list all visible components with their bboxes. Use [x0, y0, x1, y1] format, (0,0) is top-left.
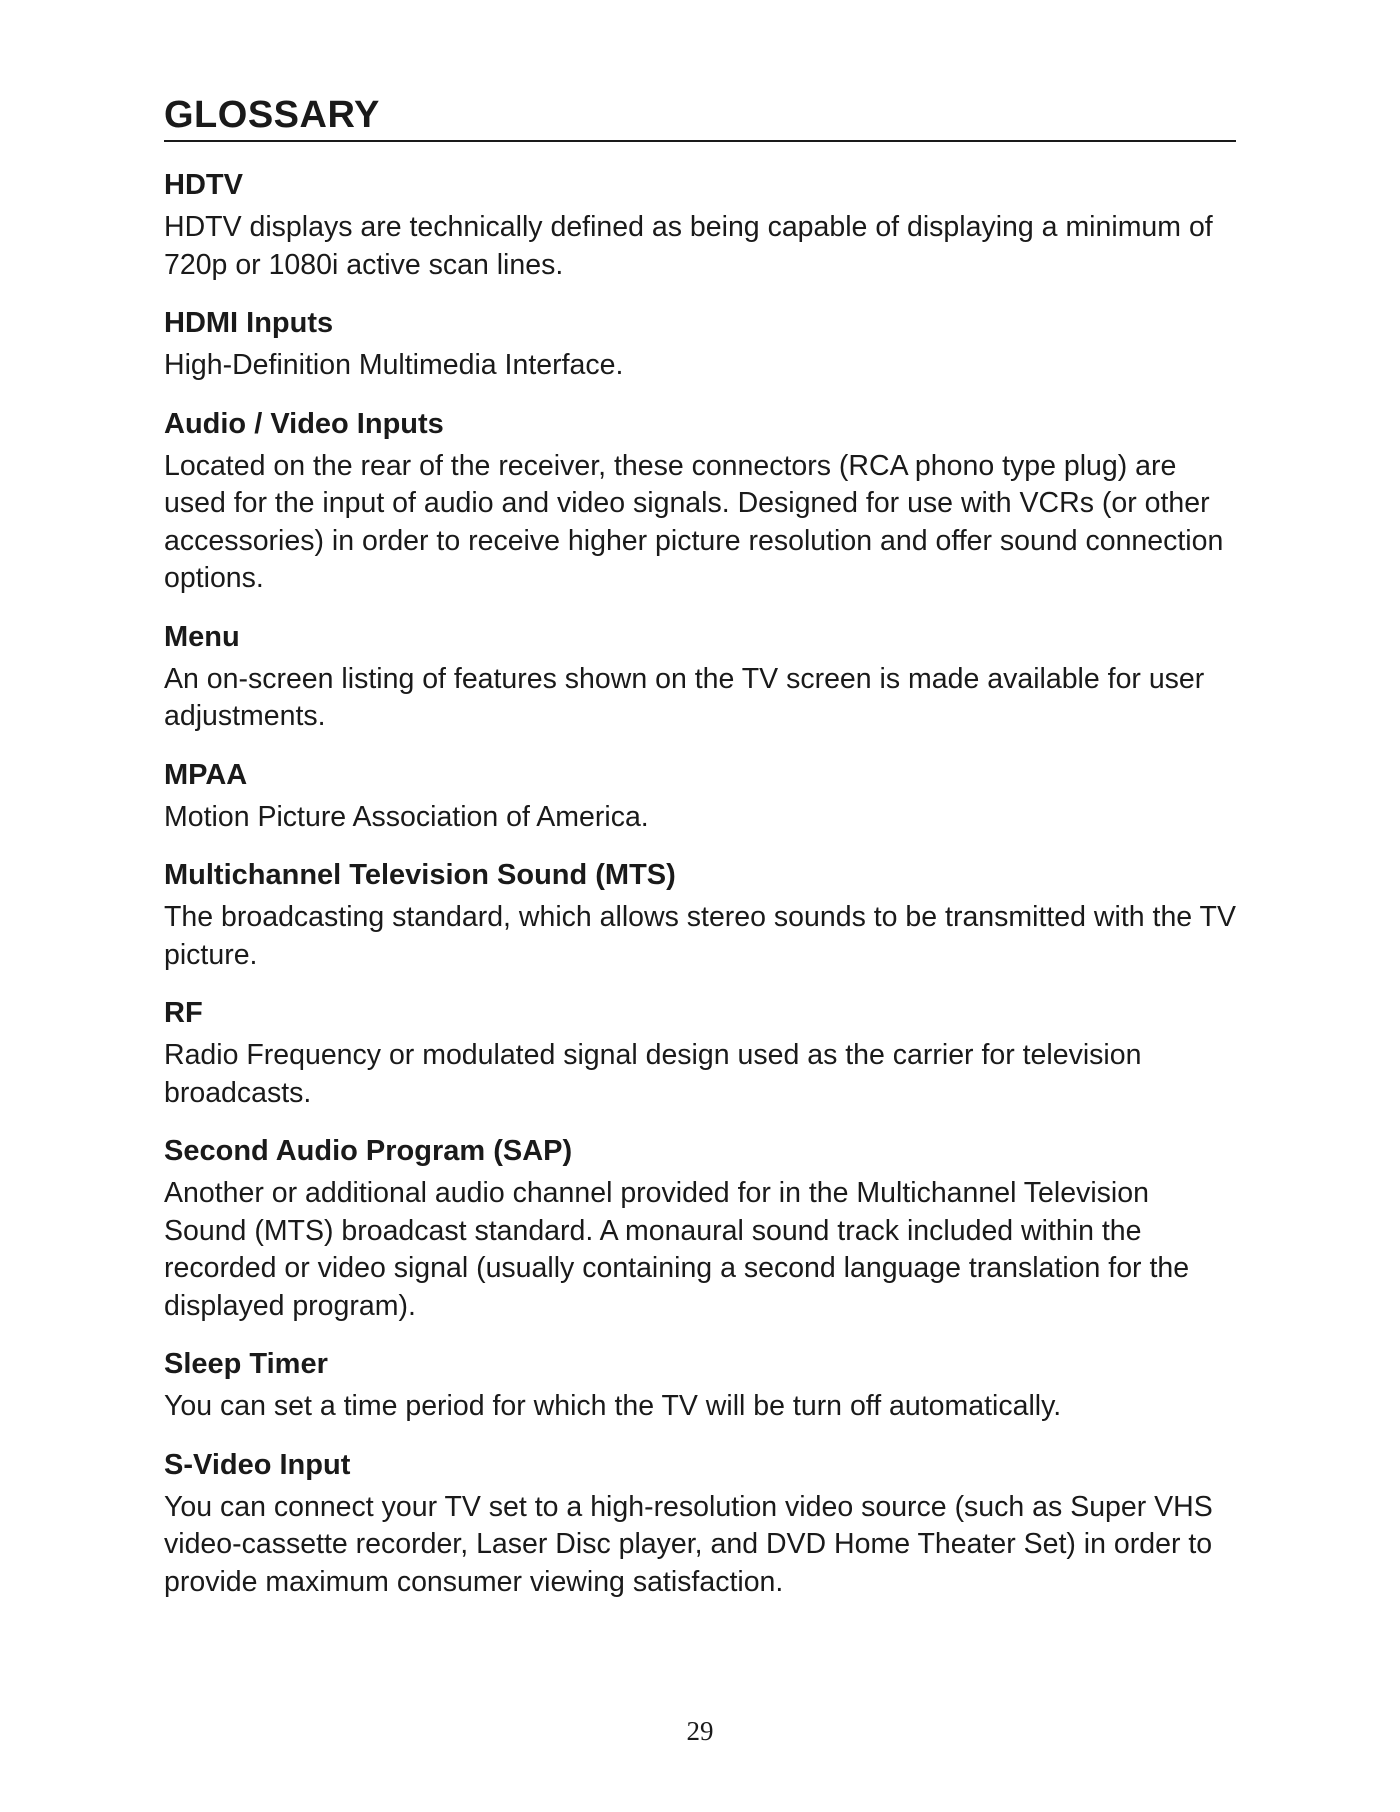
- glossary-term: HDMI Inputs: [164, 307, 334, 339]
- glossary-entry-menu: [164, 619, 1236, 736]
- glossary-entries: [164, 167, 1236, 1601]
- glossary-term: S-Video Input: [164, 1448, 351, 1481]
- glossary-term: Multichannel Television Sound (MTS): [164, 859, 676, 891]
- glossary-definition: An on-screen listing of features shown on the TV screen is made available for user adjustments.: [164, 662, 1205, 732]
- glossary-term: Audio / Video Inputs: [164, 407, 444, 440]
- glossary-definition: Another or additional audio channel provided for in the Multichannel Television Sound (MTS) broadcast standard. A monaural sound track included within the recorded or video signal (usually containing a second language translation for the displayed program).: [164, 1177, 1190, 1322]
- glossary-entry-audio-video-inputs: [164, 406, 1236, 598]
- glossary-entry-s-video-input: [164, 1447, 1236, 1602]
- glossary-entry-hdtv: [164, 167, 1236, 284]
- glossary-definition: HDTV displays are technically defined as being capable of displaying a minimum of 720p or 1080i active scan lines.: [164, 211, 1213, 281]
- glossary-term: HDTV: [164, 169, 243, 201]
- glossary-entry-mts: [164, 857, 1236, 974]
- glossary-term: Second Audio Program (SAP): [164, 1135, 573, 1167]
- glossary-entry-hdmi-inputs: [164, 305, 1236, 385]
- glossary-term: RF: [164, 997, 203, 1029]
- glossary-entry-rf: [164, 995, 1236, 1112]
- glossary-term: Menu: [164, 620, 240, 653]
- glossary-term: Sleep Timer: [164, 1348, 328, 1380]
- page-title: GLOSSARY: [164, 96, 1236, 142]
- glossary-definition: High-Definition Multimedia Interface.: [164, 349, 624, 381]
- glossary-term: MPAA: [164, 758, 248, 791]
- glossary-definition: Located on the rear of the receiver, these connectors (RCA phono type plug) are used for the input of audio and video signals. Designed for use with VCRs (or other accessories) in order to receive higher picture resolution and offer sound connection options.: [164, 449, 1224, 594]
- glossary-definition: Motion Picture Association of America.: [164, 800, 649, 833]
- glossary-definition: You can set a time period for which the TV will be turn off automatically.: [164, 1390, 1062, 1422]
- glossary-definition: Radio Frequency or modulated signal design used as the carrier for television broadcasts.: [164, 1039, 1142, 1109]
- glossary-entry-sleep-timer: [164, 1346, 1236, 1426]
- glossary-entry-sap: [164, 1133, 1236, 1325]
- glossary-definition: You can connect your TV set to a high-resolution video source (such as Super VHS video-cassette recorder, Laser Disc player, and DVD Home Theater Set) in order to provide maximum consumer viewing satisfaction.: [164, 1490, 1213, 1598]
- glossary-entry-mpaa: [164, 757, 1236, 837]
- page-number: 29: [686, 1716, 714, 1746]
- glossary-page: [164, 96, 1236, 1622]
- glossary-definition: The broadcasting standard, which allows stereo sounds to be transmitted with the TV picture.: [164, 901, 1236, 971]
